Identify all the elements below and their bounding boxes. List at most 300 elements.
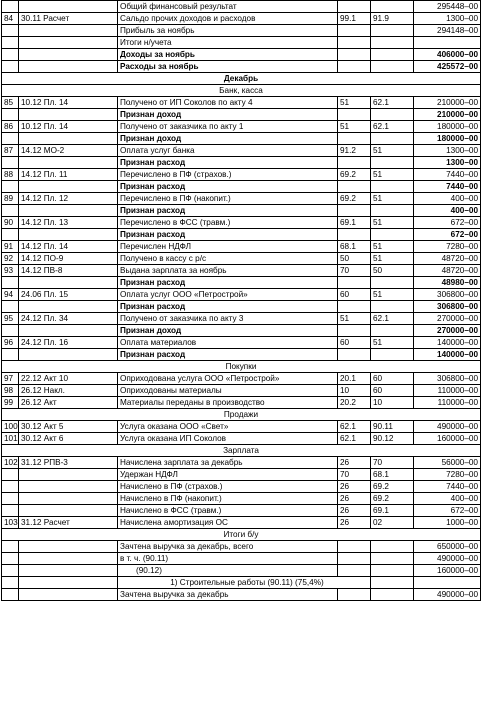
credit-account: 69.1 <box>371 505 414 517</box>
entry-number <box>2 157 19 169</box>
entry-number <box>2 505 19 517</box>
debit-account: 70 <box>338 469 371 481</box>
document-ref: 14.12 МО-2 <box>19 145 118 157</box>
amount-value: 160000–00 <box>414 565 481 577</box>
operation-text: Получено от ИП Соколов по акту 4 <box>118 97 338 109</box>
document-ref: 30.11 Расчет <box>19 13 118 25</box>
debit-account <box>338 589 371 601</box>
debit-account <box>338 133 371 145</box>
operation-text: Признан расход <box>118 229 338 241</box>
operation-text: Зачтена выручка за декабрь <box>118 589 338 601</box>
debit-account: 10 <box>338 385 371 397</box>
document-ref <box>19 577 118 589</box>
document-ref: 30.12 Акт 5 <box>19 421 118 433</box>
document-ref <box>19 37 118 49</box>
document-ref: 26.12 Акт <box>19 397 118 409</box>
amount-value: 1000–00 <box>414 517 481 529</box>
table-row <box>2 13 481 25</box>
credit-account <box>371 301 414 313</box>
amount-value: 1300–00 <box>414 145 481 157</box>
table-row <box>2 145 481 157</box>
debit-account: 50 <box>338 253 371 265</box>
amount-value: 306800–00 <box>414 301 481 313</box>
debit-account: 51 <box>338 97 371 109</box>
document-ref <box>19 553 118 565</box>
entry-number: 96 <box>2 337 19 349</box>
amount-value: 1300–00 <box>414 13 481 25</box>
operation-text: Начислено в ПФ (накопит.) <box>118 493 338 505</box>
entry-number: 102 <box>2 457 19 469</box>
operation-text: Признан доход <box>118 133 338 145</box>
credit-account: 68.1 <box>371 469 414 481</box>
credit-account <box>371 229 414 241</box>
entry-number <box>2 301 19 313</box>
table-row <box>2 241 481 253</box>
debit-account: 99.1 <box>338 13 371 25</box>
entry-number: 99 <box>2 397 19 409</box>
table-row <box>2 505 481 517</box>
debit-account: 26 <box>338 481 371 493</box>
operation-text: в т. ч. (90.11) <box>118 553 338 565</box>
operation-text: Прибыль за ноябрь <box>118 25 338 37</box>
entry-number: 95 <box>2 313 19 325</box>
entry-number: 91 <box>2 241 19 253</box>
amount-value: 400–00 <box>414 193 481 205</box>
amount-value: 7440–00 <box>414 481 481 493</box>
debit-account <box>338 541 371 553</box>
operation-text: Сальдо прочих доходов и расходов <box>118 13 338 25</box>
operation-text: Оплата услуг ООО «Петрострой» <box>118 289 338 301</box>
section-title: Декабрь <box>2 73 481 85</box>
debit-account: 91.2 <box>338 145 371 157</box>
entry-number <box>2 133 19 145</box>
document-ref <box>19 493 118 505</box>
credit-account: 51 <box>371 337 414 349</box>
amount-value: 110000–00 <box>414 385 481 397</box>
entry-number <box>2 37 19 49</box>
document-ref: 31.12 РПВ-3 <box>19 457 118 469</box>
amount-value: 7440–00 <box>414 181 481 193</box>
entry-number <box>2 349 19 361</box>
document-ref <box>19 133 118 145</box>
amount-value: 490000–00 <box>414 421 481 433</box>
amount-value: 1300–00 <box>414 157 481 169</box>
table-row <box>2 193 481 205</box>
operation-text: Зачтена выручка за декабрь, всего <box>118 541 338 553</box>
entry-number <box>2 229 19 241</box>
table-row <box>2 1 481 13</box>
table-row <box>2 301 481 313</box>
document-ref <box>19 49 118 61</box>
table-row <box>2 457 481 469</box>
entry-number: 93 <box>2 265 19 277</box>
operation-text: Признан доход <box>118 325 338 337</box>
table-row <box>2 553 481 565</box>
entry-number <box>2 61 19 73</box>
credit-account <box>371 541 414 553</box>
debit-account <box>338 301 371 313</box>
entry-number <box>2 469 19 481</box>
document-ref: 26.12 Накл. <box>19 385 118 397</box>
ledger-table <box>1 0 481 601</box>
entry-number <box>2 481 19 493</box>
document-ref: 14.12 ПО-9 <box>19 253 118 265</box>
document-ref <box>19 589 118 601</box>
credit-account: 69.2 <box>371 493 414 505</box>
operation-text: Доходы за ноябрь <box>118 49 338 61</box>
credit-account <box>371 325 414 337</box>
document-ref <box>19 565 118 577</box>
credit-account: 51 <box>371 169 414 181</box>
table-row <box>2 49 481 61</box>
debit-account: 51 <box>338 313 371 325</box>
debit-account: 62.1 <box>338 433 371 445</box>
amount-value: 56000–00 <box>414 457 481 469</box>
credit-account <box>371 109 414 121</box>
entry-number: 89 <box>2 193 19 205</box>
document-ref <box>19 205 118 217</box>
debit-account <box>338 109 371 121</box>
document-ref <box>19 301 118 313</box>
amount-value: 306800–00 <box>414 289 481 301</box>
credit-account: 91.9 <box>371 13 414 25</box>
debit-account <box>338 49 371 61</box>
entry-number: 92 <box>2 253 19 265</box>
operation-text: Получено от заказчика по акту 3 <box>118 313 338 325</box>
table-row <box>2 229 481 241</box>
amount-value: 48720–00 <box>414 253 481 265</box>
credit-account <box>371 181 414 193</box>
entry-number <box>2 553 19 565</box>
amount-value: 400–00 <box>414 493 481 505</box>
credit-account: 60 <box>371 385 414 397</box>
document-ref: 14.12 Пл. 14 <box>19 241 118 253</box>
table-row <box>2 493 481 505</box>
table-row <box>2 349 481 361</box>
amount-value: 406000–00 <box>414 49 481 61</box>
operation-text: Общий финансовый результат <box>118 1 338 13</box>
operation-text: Оплата услуг банка <box>118 145 338 157</box>
debit-account: 60 <box>338 289 371 301</box>
entry-number: 103 <box>2 517 19 529</box>
document-ref <box>19 25 118 37</box>
entry-number <box>2 49 19 61</box>
table-row <box>2 337 481 349</box>
entry-number <box>2 109 19 121</box>
debit-account: 26 <box>338 493 371 505</box>
credit-account <box>371 49 414 61</box>
document-ref <box>19 277 118 289</box>
credit-account: 51 <box>371 289 414 301</box>
table-row <box>2 37 481 49</box>
credit-account: 90.11 <box>371 421 414 433</box>
section-header-row <box>2 409 481 421</box>
document-ref: 24.12 Пл. 34 <box>19 313 118 325</box>
credit-account <box>371 157 414 169</box>
amount-value: 490000–00 <box>414 553 481 565</box>
operation-text: Признан расход <box>118 181 338 193</box>
credit-account <box>371 61 414 73</box>
credit-account <box>371 277 414 289</box>
table-row <box>2 385 481 397</box>
debit-account: 51 <box>338 121 371 133</box>
operation-text: Оприходована услуга ООО «Петрострой» <box>118 373 338 385</box>
credit-account: 69.2 <box>371 481 414 493</box>
document-ref <box>19 61 118 73</box>
entry-number: 88 <box>2 169 19 181</box>
operation-text: Оприходованы материалы <box>118 385 338 397</box>
operation-text: Расходы за ноябрь <box>118 61 338 73</box>
credit-account: 51 <box>371 217 414 229</box>
operation-text: Услуга оказана ИП Соколов <box>118 433 338 445</box>
amount-value: 294148–00 <box>414 25 481 37</box>
credit-account: 51 <box>371 253 414 265</box>
debit-account: 69.1 <box>338 217 371 229</box>
credit-account <box>371 133 414 145</box>
entry-number: 94 <box>2 289 19 301</box>
credit-account: 62.1 <box>371 97 414 109</box>
document-ref <box>19 541 118 553</box>
amount-value: 7280–00 <box>414 241 481 253</box>
document-ref <box>19 349 118 361</box>
debit-account: 60 <box>338 337 371 349</box>
credit-account <box>371 553 414 565</box>
document-ref: 24.06 Пл. 15 <box>19 289 118 301</box>
document-ref <box>19 505 118 517</box>
section-header-row <box>2 361 481 373</box>
operation-text: 1) Строительные работы (90.11) (75,4%) <box>118 577 371 589</box>
table-row <box>2 277 481 289</box>
section-title: Итоги б/у <box>2 529 481 541</box>
table-row <box>2 421 481 433</box>
table-row <box>2 205 481 217</box>
document-ref: 10.12 Пл. 14 <box>19 97 118 109</box>
credit-account <box>371 589 414 601</box>
section-title: Продажи <box>2 409 481 421</box>
operation-text: Начислено в ФСС (травм.) <box>118 505 338 517</box>
amount-value: 672–00 <box>414 229 481 241</box>
amount-value: 650000–00 <box>414 541 481 553</box>
table-row <box>2 397 481 409</box>
document-ref <box>19 1 118 13</box>
entry-number: 84 <box>2 13 19 25</box>
document-ref: 30.12 Акт 6 <box>19 433 118 445</box>
operation-text: Перечислено в ПФ (страхов.) <box>118 169 338 181</box>
operation-text: Услуга оказана ООО «Свет» <box>118 421 338 433</box>
table-row <box>2 541 481 553</box>
entry-number <box>2 541 19 553</box>
document-ref <box>19 229 118 241</box>
table-row <box>2 169 481 181</box>
entry-number: 85 <box>2 97 19 109</box>
debit-account: 26 <box>338 517 371 529</box>
section-title: Банк, касса <box>2 85 481 97</box>
credit-account: 62.1 <box>371 121 414 133</box>
debit-account: 68.1 <box>338 241 371 253</box>
credit-account <box>371 1 414 13</box>
table-row <box>2 565 481 577</box>
operation-text: Признан расход <box>118 157 338 169</box>
credit-account: 51 <box>371 241 414 253</box>
document-ref <box>19 109 118 121</box>
amount-value: 490000–00 <box>414 589 481 601</box>
table-row <box>2 253 481 265</box>
debit-account <box>338 205 371 217</box>
credit-account <box>371 25 414 37</box>
table-row <box>2 217 481 229</box>
credit-account <box>371 565 414 577</box>
credit-account: 10 <box>371 397 414 409</box>
operation-text: Получено от заказчика по акту 1 <box>118 121 338 133</box>
operation-text: Начислено в ПФ (страхов.) <box>118 481 338 493</box>
entry-number: 90 <box>2 217 19 229</box>
table-row <box>2 313 481 325</box>
document-ref <box>19 325 118 337</box>
entry-number <box>2 493 19 505</box>
amount-value: 140000–00 <box>414 337 481 349</box>
operation-text: Выдана зарплата за ноябрь <box>118 265 338 277</box>
credit-account: 90.12 <box>371 433 414 445</box>
credit-account <box>371 205 414 217</box>
operation-text: Признан расход <box>118 205 338 217</box>
table-row <box>2 433 481 445</box>
credit-account: 62.1 <box>371 313 414 325</box>
amount-value: 672–00 <box>414 505 481 517</box>
credit-account: 51 <box>371 193 414 205</box>
section-header-row <box>2 85 481 97</box>
entry-number <box>2 325 19 337</box>
document-ref: 14.12 Пл. 13 <box>19 217 118 229</box>
amount-value: 306800–00 <box>414 373 481 385</box>
table-row <box>2 289 481 301</box>
credit-account <box>371 349 414 361</box>
amount-value: 672–00 <box>414 217 481 229</box>
operation-text: Материалы переданы в производство <box>118 397 338 409</box>
entry-number: 87 <box>2 145 19 157</box>
debit-account: 26 <box>338 457 371 469</box>
operation-text: Признан расход <box>118 277 338 289</box>
document-ref <box>19 481 118 493</box>
operation-text: Перечислен НДФЛ <box>118 241 338 253</box>
operation-text: Начислена зарплата за декабрь <box>118 457 338 469</box>
table-row <box>2 181 481 193</box>
document-ref: 31.12 Расчет <box>19 517 118 529</box>
amount-value <box>414 37 481 49</box>
entry-number <box>2 589 19 601</box>
amount-value: 270000–00 <box>414 313 481 325</box>
entry-number <box>2 1 19 13</box>
entry-number: 101 <box>2 433 19 445</box>
amount-value: 180000–00 <box>414 121 481 133</box>
debit-account: 69.2 <box>338 169 371 181</box>
credit-account: 70 <box>371 457 414 469</box>
amount-value: 160000–00 <box>414 433 481 445</box>
credit-account: 50 <box>371 265 414 277</box>
table-row <box>2 121 481 133</box>
table-row <box>2 577 481 589</box>
operation-text: Удержан НДФЛ <box>118 469 338 481</box>
document-ref <box>19 469 118 481</box>
debit-account: 20.1 <box>338 373 371 385</box>
document-ref: 14.12 Пл. 11 <box>19 169 118 181</box>
amount-value: 7440–00 <box>414 169 481 181</box>
credit-account: 51 <box>371 145 414 157</box>
table-row <box>2 469 481 481</box>
credit-account <box>371 577 414 589</box>
debit-account <box>338 553 371 565</box>
section-header-row <box>2 445 481 457</box>
debit-account <box>338 25 371 37</box>
operation-text: Признан расход <box>118 301 338 313</box>
entry-number <box>2 277 19 289</box>
debit-account <box>338 61 371 73</box>
credit-account: 60 <box>371 373 414 385</box>
entry-number <box>2 565 19 577</box>
entry-number: 100 <box>2 421 19 433</box>
debit-account <box>338 1 371 13</box>
operation-text: Начислена амортизация ОС <box>118 517 338 529</box>
amount-value: 110000–00 <box>414 397 481 409</box>
document-ref: 14.12 ПВ-8 <box>19 265 118 277</box>
document-ref: 10.12 Пл. 14 <box>19 121 118 133</box>
table-row <box>2 97 481 109</box>
operation-text: Итоги н/учета <box>118 37 338 49</box>
document-ref <box>19 157 118 169</box>
section-title: Покупки <box>2 361 481 373</box>
table-row <box>2 517 481 529</box>
debit-account <box>338 277 371 289</box>
section-title: Зарплата <box>2 445 481 457</box>
amount-value: 295448–00 <box>414 1 481 13</box>
document-ref: 24.12 Пл. 16 <box>19 337 118 349</box>
entry-number <box>2 205 19 217</box>
debit-account <box>338 229 371 241</box>
table-row <box>2 373 481 385</box>
section-header-row <box>2 73 481 85</box>
document-ref: 22.12 Акт 10 <box>19 373 118 385</box>
table-row <box>2 157 481 169</box>
debit-account <box>338 157 371 169</box>
table-row <box>2 265 481 277</box>
amount-value: 210000–00 <box>414 109 481 121</box>
amount-value: 270000–00 <box>414 325 481 337</box>
table-row <box>2 25 481 37</box>
table-row <box>2 481 481 493</box>
debit-account <box>338 349 371 361</box>
section-header-row <box>2 529 481 541</box>
entry-number: 97 <box>2 373 19 385</box>
table-row <box>2 61 481 73</box>
entry-number: 86 <box>2 121 19 133</box>
amount-value: 7280–00 <box>414 469 481 481</box>
amount-value: 48720–00 <box>414 265 481 277</box>
amount-value: 48980–00 <box>414 277 481 289</box>
entry-number <box>2 181 19 193</box>
amount-value: 425572–00 <box>414 61 481 73</box>
amount-value: 210000–00 <box>414 97 481 109</box>
entry-number <box>2 25 19 37</box>
document-ref: 14.12 Пл. 12 <box>19 193 118 205</box>
debit-account <box>338 565 371 577</box>
ledger-body <box>2 1 481 601</box>
operation-text: Признан расход <box>118 349 338 361</box>
document-ref <box>19 181 118 193</box>
table-row <box>2 325 481 337</box>
credit-account: 02 <box>371 517 414 529</box>
credit-account <box>371 37 414 49</box>
operation-text: Оплата материалов <box>118 337 338 349</box>
debit-account <box>338 37 371 49</box>
